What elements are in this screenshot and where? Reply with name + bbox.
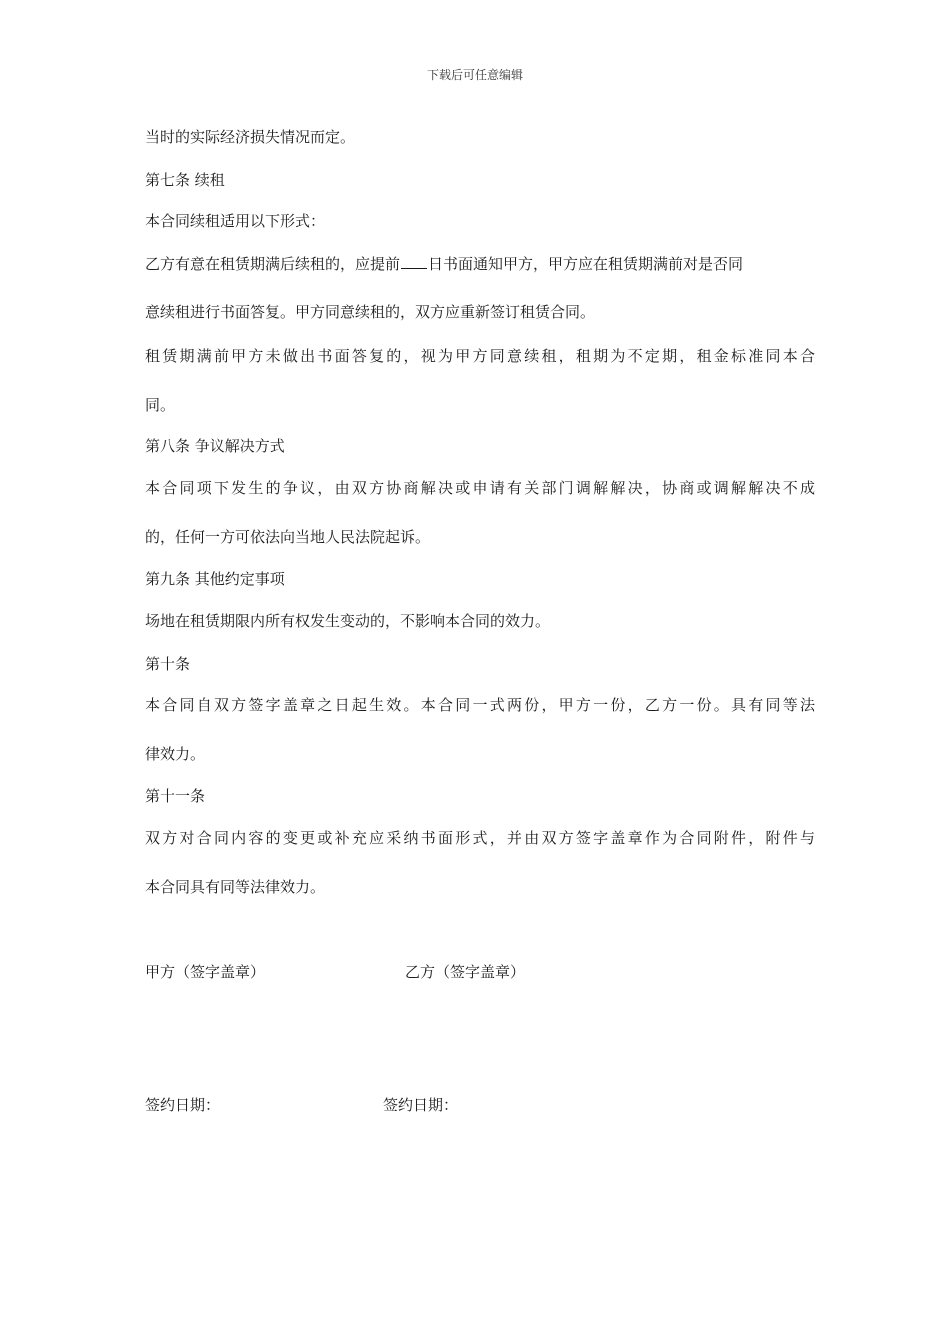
paragraph-line: 本合同续租适用以下形式： — [145, 212, 326, 230]
paragraph-line: 当时的实际经济损失情况而定。 — [145, 128, 356, 146]
paragraph-line: 本合同具有同等法律效力。 — [145, 878, 326, 896]
paragraph-line: 同。 — [145, 396, 176, 414]
paragraph-line: 律效力。 — [145, 745, 206, 763]
text-segment: 日书面通知甲方，甲方应在租赁期满前对是否同 — [428, 255, 744, 273]
party-a-date-label: 签约日期： — [145, 1096, 221, 1114]
paragraph-line: 租赁期满前甲方未做出书面答复的，视为甲方同意续租，租期为不定期，租金标准同本合 — [145, 347, 815, 365]
paragraph-line: 本合同项下发生的争议，由双方协商解决或申请有关部门调解解决，协商或调解解决不成 — [145, 479, 815, 497]
paragraph-line: 场地在租赁期限内所有权发生变动的，不影响本合同的效力。 — [145, 612, 551, 630]
paragraph-line: 的，任何一方可依法向当地人民法院起诉。 — [145, 528, 431, 546]
page-header: 下载后可任意编辑 — [426, 68, 523, 82]
article-heading-10: 第十条 — [145, 655, 191, 673]
text-segment: 乙方有意在租赁期满后续租的，应提前 — [145, 255, 401, 273]
party-a-signature-label: 甲方（签字盖章） — [145, 963, 266, 981]
article-heading-7: 第七条 续租 — [145, 171, 225, 189]
paragraph-line: 意续租进行书面答复。甲方同意续租的，双方应重新签订租赁合同。 — [145, 303, 596, 321]
party-b-date-label: 签约日期： — [383, 1096, 459, 1114]
article-heading-9: 第九条 其他约定事项 — [145, 570, 285, 588]
paragraph-line: 双方对合同内容的变更或补充应采纳书面形式，并由双方签字盖章作为合同附件，附件与 — [145, 829, 815, 847]
fill-in-blank — [401, 253, 427, 269]
article-heading-11: 第十一条 — [145, 787, 206, 805]
party-b-signature-label: 乙方（签字盖章） — [405, 963, 526, 981]
article-heading-8: 第八条 争议解决方式 — [145, 437, 285, 455]
paragraph-line: 本合同自双方签字盖章之日起生效。本合同一式两份，甲方一份，乙方一份。具有同等法 — [145, 696, 815, 714]
paragraph-line-with-blank — [145, 253, 815, 274]
